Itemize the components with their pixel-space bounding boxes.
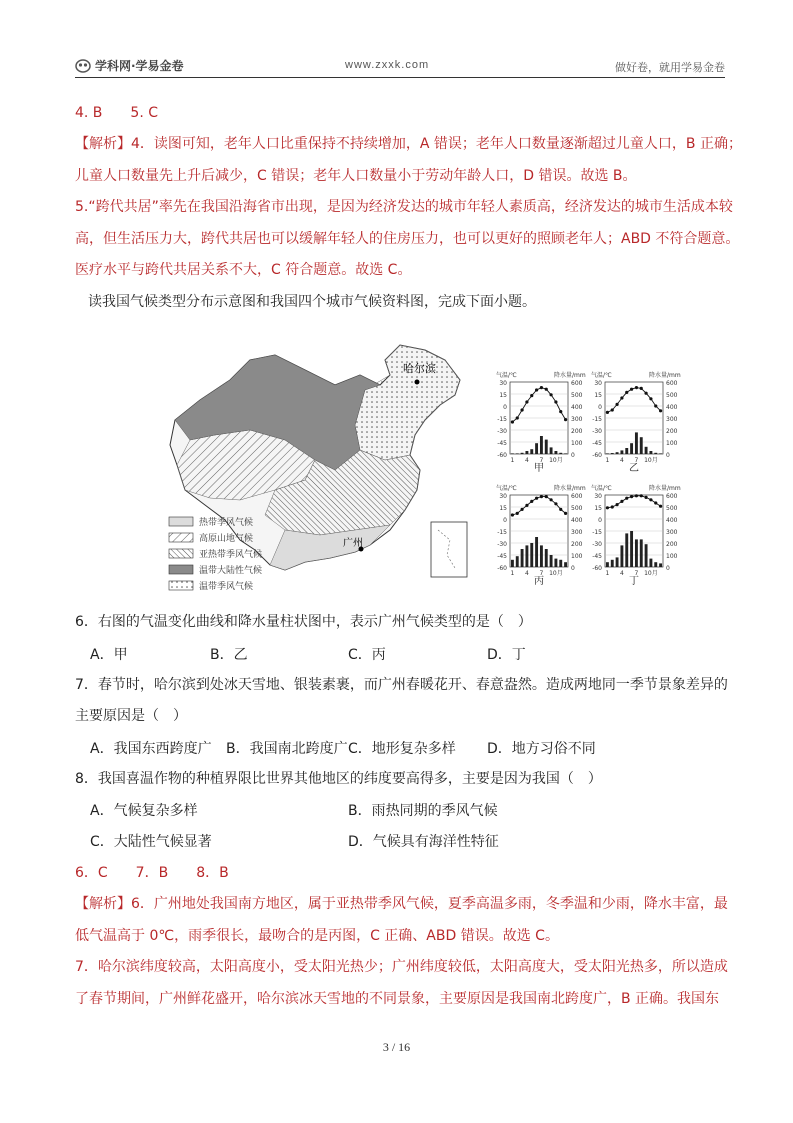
q7-stem-line2: 主要原因是（ ） xyxy=(75,708,187,724)
precip-bar xyxy=(535,443,538,454)
guangzhou-label: 广州 xyxy=(343,538,363,549)
month-tick-label: 7 xyxy=(634,457,639,464)
temp-point xyxy=(611,505,614,508)
precip-bar xyxy=(511,560,514,567)
figure-svg xyxy=(155,330,681,592)
temp-point xyxy=(520,508,523,511)
temp-point xyxy=(606,506,609,509)
legend-label: 高原山地气候 xyxy=(199,534,254,544)
temp-tick-label: -30 xyxy=(592,541,602,548)
temp-point xyxy=(625,391,628,394)
precip-tick-label: 200 xyxy=(666,428,678,435)
temp-point xyxy=(545,388,548,391)
temp-tick-label: 0 xyxy=(598,517,602,524)
precip-bar xyxy=(521,453,524,454)
temp-point xyxy=(659,409,662,412)
temp-point xyxy=(540,386,543,389)
precip-bar xyxy=(564,562,567,567)
analysis-5-line2: 高，但生活压力大，跨代共居也可以缓解年轻人的住房压力，也可以更好的照顾老年人；ABD 不符合题意。 xyxy=(75,231,740,247)
precip-tick-label: 500 xyxy=(571,392,583,399)
precip-bar xyxy=(635,432,638,454)
temp-point xyxy=(635,494,638,497)
precip-tick-label: 500 xyxy=(571,505,583,512)
analysis-7-line2: 了春节期间，广州鲜花盛开，哈尔滨冰天雪地的不同景象，主要原因是我国南北跨度广，B 正确。我国东 xyxy=(75,991,720,1007)
temp-tick-label: 15 xyxy=(499,392,507,399)
month-tick-label: 7 xyxy=(539,457,544,464)
month-tick-label: 4 xyxy=(620,570,624,577)
month-tick-label: 10月 xyxy=(549,457,563,464)
legend-swatch-plateau xyxy=(169,533,193,542)
temp-tick-label: 30 xyxy=(499,380,507,387)
temp-axis-label: 气温/℃ xyxy=(591,372,612,379)
precip-tick-label: 300 xyxy=(666,416,678,423)
temp-point xyxy=(649,498,652,501)
chart-name: 丙 xyxy=(534,576,544,587)
precip-tick-label: 0 xyxy=(666,452,670,459)
chart-name: 丁 xyxy=(629,576,639,587)
precip-tick-label: 0 xyxy=(571,452,575,459)
precip-tick-label: 100 xyxy=(571,440,583,447)
precip-bar xyxy=(606,562,609,567)
answers-4-5: 4. B 5. C xyxy=(75,105,158,121)
temp-point xyxy=(630,495,633,498)
analysis-6-line1 xyxy=(75,894,728,914)
precip-bar xyxy=(530,449,533,454)
precip-bar xyxy=(649,451,652,454)
precip-tick-label: 400 xyxy=(571,404,583,411)
temp-tick-label: 30 xyxy=(594,493,602,500)
precip-tick-label: 300 xyxy=(571,416,583,423)
page-number: 3 / 16 xyxy=(382,1040,411,1054)
q8-stem: 8．我国喜温作物的种植界限比世界其他地区的纬度要高得多，主要是因为我国（ ） xyxy=(75,771,602,787)
temp-point xyxy=(635,386,638,389)
q8-option-d[interactable]: D．气候具有海洋性特征 xyxy=(348,834,499,850)
month-tick-label: 10月 xyxy=(644,570,658,577)
question-intro: 读我国气候类型分布示意图和我国四个城市气候资料图，完成下面小题。 xyxy=(88,294,536,310)
precip-bar xyxy=(521,549,524,567)
south-china-sea-inset xyxy=(431,522,467,577)
precip-tick-label: 300 xyxy=(666,529,678,536)
temp-tick-label: -60 xyxy=(592,452,602,459)
month-tick-label: 4 xyxy=(525,457,529,464)
analysis-5-line1: 5.“跨代共居”率先在我国沿海省市出现，是因为经济发达的城市年轻人素质高，经济发达的城市生活成本较 xyxy=(75,199,733,215)
precip-bar xyxy=(606,453,609,454)
temp-point xyxy=(654,404,657,407)
temp-tick-label: 0 xyxy=(598,404,602,411)
precip-bar xyxy=(545,549,548,567)
q8-option-b[interactable]: B．雨热同期的季风气候 xyxy=(348,803,498,819)
temp-point xyxy=(545,495,548,498)
answers-6-8: 6．C 7．B 8．B xyxy=(75,865,229,881)
precip-bar xyxy=(620,450,623,454)
temp-point xyxy=(559,508,562,511)
precip-bar xyxy=(635,539,638,567)
precip-bar xyxy=(640,437,643,454)
month-tick-label: 1 xyxy=(510,570,515,577)
precip-tick-label: 400 xyxy=(571,517,583,524)
month-tick-label: 7 xyxy=(539,570,544,577)
precip-bar xyxy=(540,545,543,567)
climate-chart-2 xyxy=(591,371,681,474)
temp-tick-label: 0 xyxy=(503,517,507,524)
temp-tick-label: -45 xyxy=(592,440,602,447)
temp-point xyxy=(549,393,552,396)
temp-tick-label: 0 xyxy=(503,404,507,411)
q6-option-a[interactable]: A．甲 xyxy=(90,647,128,663)
temp-point xyxy=(644,496,647,499)
precip-bar xyxy=(630,531,633,567)
temp-tick-label: -15 xyxy=(497,416,507,423)
chart-name: 甲 xyxy=(534,463,544,474)
temp-point xyxy=(554,502,557,505)
temp-tick-label: -30 xyxy=(497,541,507,548)
temp-tick-label: -15 xyxy=(497,529,507,536)
temp-point xyxy=(516,416,519,419)
temp-tick-label: -60 xyxy=(592,565,602,572)
legend-label: 亚热带季风气候 xyxy=(199,550,263,560)
month-tick-label: 1 xyxy=(605,570,610,577)
temp-tick-label: -30 xyxy=(592,428,602,435)
precip-bar xyxy=(611,453,614,454)
precip-bar xyxy=(654,453,657,454)
temp-tick-label: 15 xyxy=(594,505,602,512)
precip-bar xyxy=(640,539,643,567)
analysis-6-line2: 低气温高于 0℃，雨季很长，最吻合的是丙图，C 正确、ABD 错误。故选 C。 xyxy=(75,928,559,944)
precip-tick-label: 600 xyxy=(571,380,583,387)
precip-tick-label: 300 xyxy=(571,529,583,536)
temp-tick-label: -45 xyxy=(497,553,507,560)
temp-point xyxy=(535,497,538,500)
temp-point xyxy=(659,505,662,508)
climate-chart-3 xyxy=(496,484,586,587)
precip-bar xyxy=(620,545,623,567)
temp-point xyxy=(564,512,567,515)
precip-tick-label: 100 xyxy=(666,440,678,447)
precip-bar xyxy=(645,447,648,454)
precip-tick-label: 0 xyxy=(571,565,575,572)
precip-tick-label: 600 xyxy=(571,493,583,500)
analysis-text: 6．广州地处我国南方地区，属于亚热带季风气候，夏季高温多雨，冬季温和少雨，降水丰富，最 xyxy=(131,896,728,912)
precip-bar xyxy=(530,543,533,567)
precip-bar xyxy=(659,563,662,567)
temp-point xyxy=(615,503,618,506)
legend-label: 温带大陆性气候 xyxy=(199,566,263,576)
month-tick-label: 4 xyxy=(620,457,624,464)
temp-point xyxy=(654,501,657,504)
precip-bar xyxy=(535,537,538,567)
precip-tick-label: 400 xyxy=(666,517,678,524)
temp-tick-label: -60 xyxy=(497,452,507,459)
month-tick-label: 7 xyxy=(634,570,639,577)
logo-icon xyxy=(75,59,91,73)
precip-axis-label: 降水量/mm xyxy=(649,372,681,379)
page-header xyxy=(75,55,725,78)
climate-chart-1 xyxy=(496,371,586,474)
map-legend xyxy=(169,516,262,592)
precip-bar xyxy=(511,453,514,454)
precip-bar xyxy=(625,533,628,567)
q7-stem-line1: 7．春节时，哈尔滨到处冰天雪地、银装素裹，而广州春暖花开、春意盎然。造成两地同一季节景象差异的 xyxy=(75,677,728,693)
analysis-5-line3: 医疗水平与跨代共居关系不大，C 符合题意。故选 C。 xyxy=(75,262,412,278)
temp-axis-label: 气温/℃ xyxy=(496,372,517,379)
temp-tick-label: -60 xyxy=(497,565,507,572)
temp-point xyxy=(516,512,519,515)
precip-bar xyxy=(611,560,614,567)
temp-point xyxy=(511,513,514,516)
temp-tick-label: 30 xyxy=(594,380,602,387)
precip-axis-label: 降水量/mm xyxy=(554,372,586,379)
temp-tick-label: -45 xyxy=(497,440,507,447)
precip-bar xyxy=(616,452,619,454)
month-tick-label: 10月 xyxy=(644,457,658,464)
temp-tick-label: 30 xyxy=(499,493,507,500)
precip-bar xyxy=(554,559,557,567)
temp-tick-label: -15 xyxy=(592,529,602,536)
analysis-tag: 【解析】 xyxy=(75,136,131,152)
temp-point xyxy=(525,504,528,507)
temp-point xyxy=(530,500,533,503)
temp-point xyxy=(644,392,647,395)
analysis-4-line2: 儿童人口数量先上升后减少，C 错误；老年人口数量小于劳动年龄人口，D 错误。故选 B。 xyxy=(75,168,637,184)
temp-point xyxy=(530,394,533,397)
temp-tick-label: -15 xyxy=(592,416,602,423)
temp-point xyxy=(625,497,628,500)
temp-point xyxy=(520,408,523,411)
precip-bar xyxy=(630,443,633,454)
temp-axis-label: 气温/℃ xyxy=(496,485,517,492)
precip-bar xyxy=(540,436,543,454)
precip-bar xyxy=(550,555,553,567)
precip-bar xyxy=(550,447,553,454)
month-tick-label: 10月 xyxy=(549,570,563,577)
precip-bar xyxy=(559,453,562,454)
legend-label: 温带季风气候 xyxy=(199,582,254,592)
temp-point xyxy=(620,396,623,399)
temp-point xyxy=(606,411,609,414)
precip-tick-label: 200 xyxy=(571,428,583,435)
precip-bar xyxy=(545,440,548,454)
climate-chart-4 xyxy=(591,484,681,587)
precip-bar xyxy=(649,559,652,567)
precip-tick-label: 200 xyxy=(571,541,583,548)
chart-name: 乙 xyxy=(629,463,639,474)
legend-label: 热带季风气候 xyxy=(199,518,254,528)
climate-figure xyxy=(155,330,681,592)
harbin-marker xyxy=(415,380,420,385)
precip-bar xyxy=(625,448,628,454)
precip-tick-label: 0 xyxy=(666,565,670,572)
precip-tick-label: 100 xyxy=(571,553,583,560)
q6-option-b[interactable]: B．乙 xyxy=(210,647,248,663)
precip-bar xyxy=(659,453,662,454)
temp-tick-label: 15 xyxy=(594,392,602,399)
precip-tick-label: 100 xyxy=(666,553,678,560)
site-url[interactable]: www.zxxk.com xyxy=(345,59,430,71)
legend-swatch-tropical xyxy=(169,517,193,526)
temp-tick-label: -30 xyxy=(497,428,507,435)
temp-axis-label: 气温/℃ xyxy=(591,485,612,492)
q7-option-a[interactable]: A．我国东西跨度广 xyxy=(90,741,212,757)
legend-swatch-temperate xyxy=(169,581,193,590)
temp-point xyxy=(554,400,557,403)
precip-axis-label: 降水量/mm xyxy=(554,485,586,492)
temp-point xyxy=(549,498,552,501)
temp-point xyxy=(640,494,643,497)
precip-bar xyxy=(516,556,519,567)
temp-point xyxy=(559,410,562,413)
month-tick-label: 1 xyxy=(510,457,515,464)
precip-bar xyxy=(616,557,619,567)
temp-tick-label: 15 xyxy=(499,505,507,512)
precip-tick-label: 600 xyxy=(666,380,678,387)
precip-bar xyxy=(564,453,567,454)
analysis-tag: 【解析】 xyxy=(75,896,131,912)
temp-point xyxy=(540,495,543,498)
temp-point xyxy=(649,397,652,400)
q6-option-c[interactable]: C．丙 xyxy=(348,647,386,663)
precip-tick-label: 600 xyxy=(666,493,678,500)
analysis-text: 4．读图可知，老年人口比重保持不持续增加，A 错误；老年人口数量逐渐超过儿童人口，B 正确； xyxy=(131,136,742,152)
harbin-label: 哈尔滨 xyxy=(403,362,436,375)
temp-point xyxy=(620,500,623,503)
q6-stem: 6．右图的气温变化曲线和降水量柱状图中，表示广州气候类型的是（ ） xyxy=(75,614,532,630)
analysis-7-line1: 7．哈尔滨纬度较高，太阳高度小，受太阳光热少；广州纬度较低，太阳高度大，受太阳光热多，所以造成 xyxy=(75,959,728,975)
precip-bar xyxy=(554,451,557,454)
brand-name: 学科网·学易金卷 xyxy=(95,59,184,73)
header-slogan: 做好卷，就用学易金卷 xyxy=(615,61,725,74)
precip-tick-label: 200 xyxy=(666,541,678,548)
temp-tick-label: -45 xyxy=(592,553,602,560)
temp-point xyxy=(564,418,567,421)
precip-axis-label: 降水量/mm xyxy=(649,485,681,492)
temp-point xyxy=(611,408,614,411)
month-tick-label: 4 xyxy=(525,570,529,577)
analysis-4-line1 xyxy=(75,134,742,154)
precip-bar xyxy=(559,560,562,567)
precip-tick-label: 500 xyxy=(666,392,678,399)
q8-option-a[interactable]: A．气候复杂多样 xyxy=(90,803,198,819)
temp-point xyxy=(535,388,538,391)
temp-point xyxy=(630,388,633,391)
temp-point xyxy=(511,420,514,423)
q7-option-b[interactable]: B．我国南北跨度广 xyxy=(226,741,348,757)
temp-point xyxy=(615,403,618,406)
legend-swatch-subtropical xyxy=(169,549,193,558)
legend-swatch-continental xyxy=(169,565,193,574)
q7-option-d[interactable]: D．地方习俗不同 xyxy=(487,741,596,757)
q7-option-c[interactable]: C．地形复杂多样 xyxy=(348,741,456,757)
temp-point xyxy=(525,400,528,403)
precip-bar xyxy=(654,562,657,567)
precip-bar xyxy=(525,451,528,454)
q8-option-c[interactable]: C．大陆性气候显著 xyxy=(90,834,212,850)
precip-tick-label: 500 xyxy=(666,505,678,512)
precip-bar xyxy=(516,453,519,454)
precip-tick-label: 400 xyxy=(666,404,678,411)
temp-point xyxy=(640,387,643,390)
precip-bar xyxy=(645,544,648,567)
month-tick-label: 1 xyxy=(605,457,610,464)
precip-bar xyxy=(525,545,528,567)
q6-option-d[interactable]: D．丁 xyxy=(487,647,526,663)
logo xyxy=(75,57,184,74)
climate-charts xyxy=(496,371,681,587)
